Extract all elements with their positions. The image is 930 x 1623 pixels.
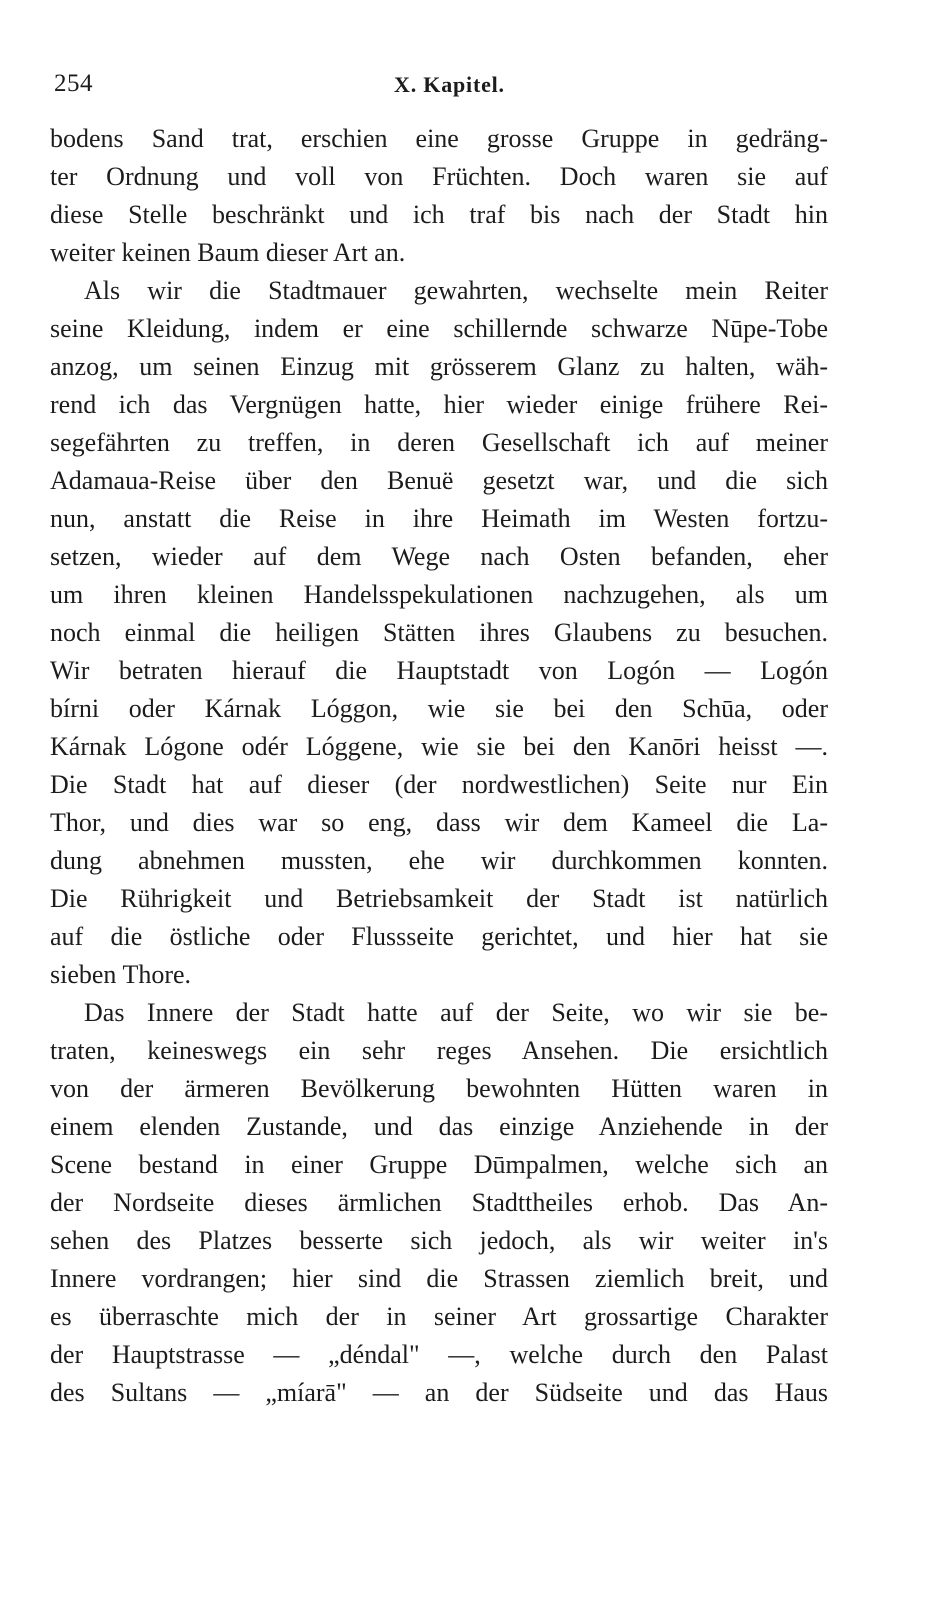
text-line: dung abnehmen mussten, ehe wir durchkommen konnten. — [50, 846, 828, 875]
text-line: Innere vordrangen; hier sind die Strassen ziemlich breit, und — [50, 1264, 828, 1293]
text-line: Wir betraten hierauf die Hauptstadt von Logón — Logón — [50, 656, 828, 685]
text-line: setzen, wieder auf dem Wege nach Osten befanden, eher — [50, 542, 828, 571]
text-line: Thor, und dies war so eng, dass wir dem Kameel die La- — [50, 808, 828, 837]
text-line: rend ich das Vergnügen hatte, hier wieder einige frühere Rei- — [50, 390, 828, 419]
paragraph-3 — [50, 994, 828, 1412]
text-line: es überraschte mich der in seiner Art grossartige Charakter — [50, 1302, 828, 1331]
text-line: anzog, um seinen Einzug mit grösserem Glanz zu halten, wäh- — [50, 352, 828, 381]
text-line: Als wir die Stadtmauer gewahrten, wechselte mein Reiter — [84, 276, 828, 305]
body-text — [50, 120, 828, 1412]
text-line: der Hauptstrasse — „déndal" —, welche durch den Palast — [50, 1340, 828, 1369]
text-line: ter Ordnung und voll von Früchten. Doch waren sie auf — [50, 162, 828, 191]
chapter-heading: X. Kapitel. — [394, 72, 505, 97]
text-line: noch einmal die heiligen Stätten ihres Glaubens zu besuchen. — [50, 618, 828, 647]
text-line: traten, keineswegs ein sehr reges Ansehen. Die ersichtlich — [50, 1036, 828, 1065]
text-line: einem elenden Zustande, und das einzige Anziehende in der — [50, 1112, 828, 1141]
text-line: auf die östliche oder Flussseite gerichtet, und hier hat sie — [50, 922, 828, 951]
text-line: um ihren kleinen Handelsspekulationen nachzugehen, als um — [50, 580, 828, 609]
text-line: Das Innere der Stadt hatte auf der Seite, wo wir sie be- — [84, 998, 828, 1027]
text-line: seine Kleidung, indem er eine schillernde schwarze Nūpe-Tobe — [50, 314, 828, 343]
text-line: bírni oder Kárnak Lóggon, wie sie bei den Schūa, oder — [50, 694, 828, 723]
page-number: 254 — [54, 70, 93, 97]
text-line: weiter keinen Baum dieser Art an. — [50, 238, 406, 267]
text-line: Die Rührigkeit und Betriebsamkeit der Stadt ist natürlich — [50, 884, 828, 913]
text-line: Kárnak Lógone odér Lóggene, wie sie bei den Kanōri heisst —. — [50, 732, 828, 761]
text-line: sieben Thore. — [50, 960, 192, 989]
text-line: von der ärmeren Bevölkerung bewohnten Hütten waren in — [50, 1074, 828, 1103]
text-line: der Nordseite dieses ärmlichen Stadttheiles erhob. Das An- — [50, 1188, 828, 1217]
paragraph-1 — [50, 120, 828, 272]
paragraph-2 — [50, 272, 828, 994]
text-line: bodens Sand trat, erschien eine grosse Gruppe in gedräng- — [50, 124, 828, 153]
text-line: diese Stelle beschränkt und ich traf bis nach der Stadt hin — [50, 200, 828, 229]
text-line: Adamaua-Reise über den Benuë gesetzt war, und die sich — [50, 466, 828, 495]
text-line: segefährten zu treffen, in deren Gesellschaft ich auf meiner — [50, 428, 828, 457]
text-line: des Sultans — „míarā" — an der Südseite und das Haus — [50, 1378, 828, 1407]
text-line: nun, anstatt die Reise in ihre Heimath im Westen fortzu- — [50, 504, 828, 533]
text-line: Die Stadt hat auf dieser (der nordwestlichen) Seite nur Ein — [50, 770, 828, 799]
page-header — [54, 70, 824, 106]
text-line: sehen des Platzes besserte sich jedoch, als wir weiter in's — [50, 1226, 828, 1255]
text-line: Scene bestand in einer Gruppe Dūmpalmen, welche sich an — [50, 1150, 828, 1179]
